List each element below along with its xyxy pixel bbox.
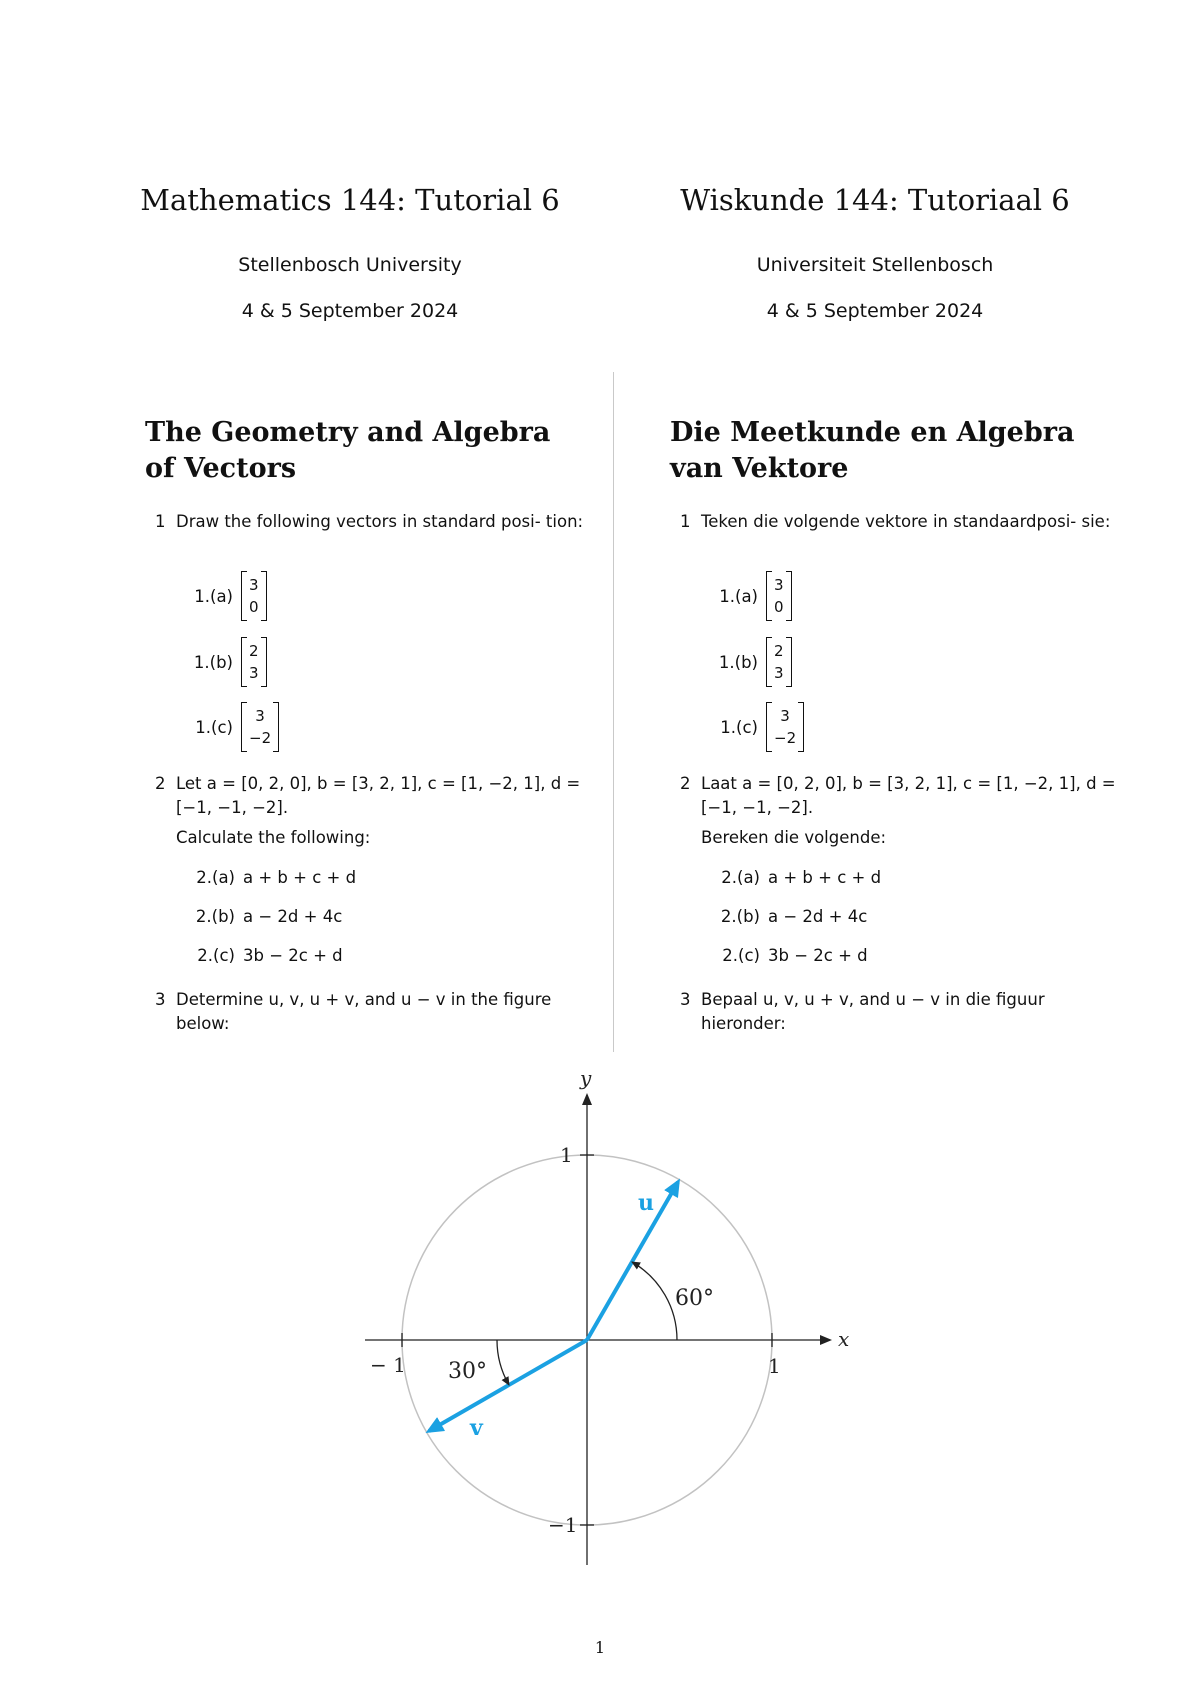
- question-text: Determine u, v, u + v, and u − v in the figure below:: [176, 990, 552, 1033]
- vector-u-label: u: [638, 1190, 654, 1216]
- vector-u: [587, 1182, 678, 1340]
- column-divider: [613, 372, 614, 1052]
- left-question-3: [155, 988, 600, 1038]
- right-vector-b: 1.(b) 2 3: [700, 636, 792, 688]
- left-vector-b: 1.(b) 2 3: [175, 636, 267, 688]
- x-tick-label-pos: 1: [768, 1354, 781, 1378]
- question-text: Let a = [0, 2, 0], b = [3, 2, 1], c = [1, −2, 1], d = [−1, −1, −2].: [176, 774, 581, 817]
- right-section-title: Die Meetkunde en Algebra van Vektore: [670, 417, 1075, 484]
- unit-circle-figure: [340, 1065, 860, 1575]
- column-vector: 3 0: [766, 571, 792, 621]
- y-tick-label-neg: −1: [548, 1513, 578, 1537]
- left-section-title: The Geometry and Algebra of Vectors: [145, 417, 551, 484]
- right-vector-a: 1.(a) 3 0: [700, 570, 792, 622]
- right-title: Wiskunde 144: Tutoriaal 6: [680, 183, 1070, 217]
- vector-v: [429, 1340, 587, 1431]
- question-text: Draw the following vectors in standard posi- tion:: [176, 512, 584, 531]
- right-institution: Universiteit Stellenbosch: [756, 254, 994, 276]
- right-question-1: [680, 510, 1125, 560]
- left-date: 4 & 5 September 2024: [241, 300, 459, 322]
- angle-v-label: 30°: [448, 1359, 487, 1384]
- left-institution: Stellenbosch University: [238, 254, 462, 276]
- right-question-2-instruction: Bereken die volgende:: [701, 828, 887, 847]
- question-number: 3: [155, 990, 166, 1009]
- question-text: Teken die volgende vektore in standaardposi- sie:: [701, 512, 1111, 531]
- question-number: 2: [155, 774, 166, 793]
- left-question-2-instruction: Calculate the following:: [176, 828, 371, 847]
- question-number: 2: [680, 774, 691, 793]
- left-vector-a: 1.(a) 3 0: [175, 570, 267, 622]
- page-number: 1: [594, 1638, 606, 1657]
- angle-arc-u: [632, 1262, 677, 1340]
- left-expression-a: 2.(a) a + b + c + d: [196, 868, 357, 887]
- vector-v-label: v: [470, 1415, 483, 1441]
- angle-u-label: 60°: [675, 1286, 714, 1311]
- question-number: 1: [155, 512, 166, 531]
- right-expression-a: 2.(a) a + b + c + d: [721, 868, 882, 887]
- column-vector: 2 3: [241, 637, 267, 687]
- y-tick-label-pos: 1: [560, 1143, 573, 1167]
- left-expression-c: 2.(c) 3b − 2c + d: [197, 946, 343, 965]
- question-text: Laat a = [0, 2, 0], b = [3, 2, 1], c = [1, −2, 1], d = [−1, −1, −2].: [701, 774, 1116, 817]
- x-tick-label-neg: − 1: [370, 1353, 406, 1377]
- column-vector: 3 −2: [766, 702, 804, 752]
- y-axis-label: y: [580, 1066, 592, 1090]
- left-vector-c: 1.(c) 3 −2: [175, 701, 279, 753]
- left-title: Mathematics 144: Tutorial 6: [140, 183, 560, 217]
- right-date: 4 & 5 September 2024: [766, 300, 984, 322]
- column-vector: 2 3: [766, 637, 792, 687]
- right-expression-b: 2.(b) a − 2d + 4c: [720, 907, 868, 926]
- question-number: 3: [680, 990, 691, 1009]
- left-expression-b: 2.(b) a − 2d + 4c: [195, 907, 343, 926]
- x-axis-label: x: [838, 1327, 850, 1351]
- question-number: 1: [680, 512, 691, 531]
- angle-arc-v: [497, 1340, 509, 1385]
- left-question-1: [155, 510, 600, 560]
- question-text: Bepaal u, v, u + v, and u − v in die figuur hieronder:: [701, 990, 1045, 1033]
- right-question-3: [680, 988, 1125, 1038]
- right-vector-c: 1.(c) 3 −2: [700, 701, 804, 753]
- right-expression-c: 2.(c) 3b − 2c + d: [722, 946, 868, 965]
- column-vector: 3 0: [241, 571, 267, 621]
- column-vector: 3 −2: [241, 702, 279, 752]
